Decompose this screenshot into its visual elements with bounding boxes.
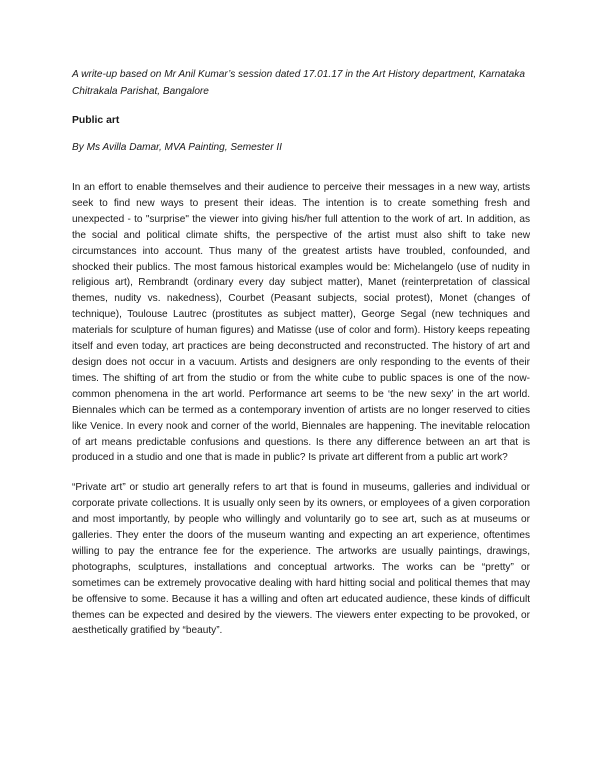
body-paragraph-2: “Private art” or studio art generally refers to art that is found in museums, galleries and individual or corporate private collections. It is usually only seen by its owners, or employees of a given corporation and most importantly, by people who willingly and voluntarily go to see art, such as at museums or galleries. They enter the doors of the museum wanting and expecting an art experience, oftentimes willing to pay the entrance fee for the experience. The artworks are usually paintings, drawings, photographs, sculptures, installations and conceptual artworks. The works can be “pretty” or sometimes can be extremely provocative dealing with hard hitting social and political themes that may be offensive to some. Because it has a willing and often art educated audience, these kinds of difficult themes can be expected and desired by the viewers. The viewers enter expecting to be provoked, or aesthetically gratified by “beauty”. xyxy=(72,482,530,637)
author-byline: By Ms Avilla Damar, MVA Painting, Semester II xyxy=(72,142,282,153)
body-paragraph-1: In an effort to enable themselves and their audience to perceive their messages in a new way, artists seek to find new ways to present their ideas. The intention is to create something fresh and unexpected - to "surprise" the viewer into giving his/her full attention to the work of art. In addition, as the social and political climate shifts, the perspective of the artist must also shift to take new circumstances into account. Thus many of the greatest artists have troubled, confounded, and shocked their publics. The most famous historical examples would be: Michelangelo (use of nudity in religious art), Rembrandt (ordinary every day subject matter), Manet (reinterpretation of classical themes, nudity vs. nakedness), Courbet (Peasant subjects, social protest), Monet (changes of technique), Toulouse Lautrec (prostitutes as subject matter), George Segal (new techniques and materials for sculpture of human figures) and Matisse (use of color and form). History keeps repeating itself and even today, art practices are being deconstructed and reconstructed. The history of art and design does not occur in a vacuum. Artists and designers are only responding to the events of their times. The shifting of art from the studio or from the white cube to public spaces is one of the now-common phenomena in the art world. Performance art seems to be ‘the new sexy’ in the art world. Biennales which can be termed as a contemporary invention of artists are no longer reserved to cities like Venice. In every nook and corner of the world, Biennales are happening. The inevitable relocation of art means predictable confusions and questions. Is there any difference between an art that is produced in a studio and one that is made in public? Is private art different from a public art work? xyxy=(72,182,530,464)
document-page xyxy=(72,66,530,639)
intro-note: A write-up based on Mr Anil Kumar’s session dated 17.01.17 in the Art History department, Karnataka Chitrakala Parishat, Bangalore xyxy=(72,69,525,97)
page-title: Public art xyxy=(72,115,120,126)
